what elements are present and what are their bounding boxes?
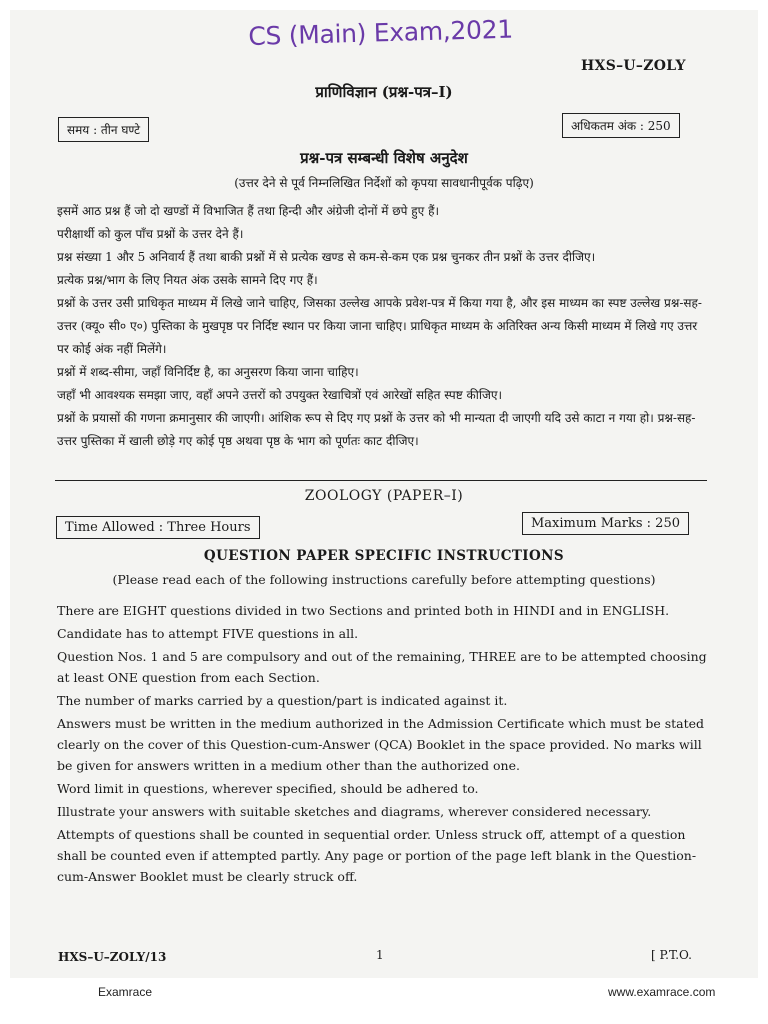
section-divider <box>55 480 707 481</box>
english-instructions-heading: QUESTION PAPER SPECIFIC INSTRUCTIONS <box>203 548 565 564</box>
hindi-instruction-item: इसमें आठ प्रश्न हैं जो दो खण्डों में विभाजित हैं तथा हिन्दी और अंग्रेजी दोनों में छपे हुए हैं। <box>57 204 440 218</box>
hindi-instruction-item: परीक्षार्थी को कुल पाँच प्रश्नों के उत्तर देने हैं। <box>57 227 244 241</box>
maximum-marks-box: Maximum Marks : 250 <box>522 512 689 535</box>
exam-banner: CS (Main) Exam,2021 <box>248 14 514 51</box>
hindi-instruction-item: प्रत्येक प्रश्न/भाग के लिए नियत अंक उसके सामने दिए गए हैं। <box>57 273 318 287</box>
english-instruction-item: Candidate has to attempt FIVE questions in all. <box>57 626 359 641</box>
pto-label: [ P.T.O. <box>651 948 692 962</box>
english-instruction-item: Answers must be written in the medium authorized in the Admission Certificate which must be stated clearly on the cover of this Question-cum-Answer (QCA) Booklet in the space provided. No marks will be given for answers written in a medium other than the authorized one. <box>57 716 705 773</box>
english-paper-title: ZOOLOGY (PAPER–I) <box>304 488 464 504</box>
paper-code-top: HXS–U–ZOLY <box>581 58 686 74</box>
hindi-instruction-item: प्रश्न संख्या 1 और 5 अनिवार्य हैं तथा बाकी प्रश्नों में से प्रत्येक खण्ड से कम-से-कम एक प्रश्न चुनकर तीन प्रश्नों के उत्तर दीजिए। <box>57 250 596 264</box>
hindi-instruction-item: प्रश्नों में शब्द-सीमा, जहाँ विनिर्दिष्ट है, का अनुसरण किया जाना चाहिए। <box>57 365 359 379</box>
english-instruction-item: Question Nos. 1 and 5 are compulsory and out of the remaining, THREE are to be attempted choosing at least ONE question from each Section. <box>57 649 707 685</box>
english-instructions-list <box>57 600 707 889</box>
hindi-time-box: समय : तीन घण्टे <box>58 117 149 142</box>
english-instruction-item: Word limit in questions, wherever specified, should be adhered to. <box>57 781 479 796</box>
hindi-instruction-item: प्रश्नों के प्रयासों की गणना क्रमानुसार की जाएगी। आंशिक रूप से दिए गए प्रश्नों के उत्तर को भी मान्यता दी जाएगी यदि उसे काटा न गया हो। प्रश्न-सह-उत्तर पुस्तिका में खाली छोड़े गए कोई पृष्ठ अथवा पृष्ठ के भाग को पूर्णतः काट दीजिए। <box>57 411 696 448</box>
page-number: 1 <box>376 948 384 962</box>
english-instruction-item: There are EIGHT questions divided in two Sections and printed both in HINDI and in ENGLISH. <box>57 603 670 618</box>
hindi-instructions-list <box>57 200 707 453</box>
hindi-instruction-item: प्रश्नों के उत्तर उसी प्राधिकृत माध्यम में लिखे जाने चाहिए, जिसका उल्लेख आपके प्रवेश-पत्र में किया गया है, और इस माध्यम का स्पष्ट उल्लेख प्रश्न-सह-उत्तर (क्यू० सी० ए०) पुस्तिका के मुखपृष्ठ पर निर्दिष्ट स्थान पर किया जाना चाहिए। प्राधिकृत माध्यम के अतिरिक्त अन्य किसी माध्यम में लिखे गए उत्तर पर कोई अंक नहीं मिलेंगे। <box>57 296 702 356</box>
watermark-left: Examrace <box>98 985 153 999</box>
english-instruction-item: The number of marks carried by a question/part is indicated against it. <box>57 693 508 708</box>
hindi-instruction-item: जहाँ भी आवश्यक समझा जाए, वहाँ अपने उत्तरों को उपयुक्त रेखाचित्रों एवं आरेखों सहित स्पष्ट कीजिए। <box>57 388 503 402</box>
watermark-url: www.examrace.com <box>608 985 716 999</box>
footer-paper-code: HXS–U–ZOLY/13 <box>58 950 167 964</box>
hindi-instructions-subheading: (उत्तर देने से पूर्व निम्नलिखित निर्देशों को कृपया सावधानीपूर्वक पढ़िए) <box>234 176 534 190</box>
english-instructions-subheading: (Please read each of the following instructions carefully before attempting questions) <box>112 572 656 587</box>
english-instruction-item: Attempts of questions shall be counted in sequential order. Unless struck off, attempt of a question shall be counted even if attempted partly. Any page or portion of the page left blank in the Question-cum-Answer Booklet must be clearly struck off. <box>57 827 697 884</box>
hindi-paper-title: प्राणिविज्ञान (प्रश्न-पत्र–I) <box>315 83 453 101</box>
hindi-max-marks-box: अधिकतम अंक : 250 <box>562 113 680 138</box>
time-allowed-box: Time Allowed : Three Hours <box>56 516 260 539</box>
hindi-instructions-heading: प्रश्न-पत्र सम्बन्धी विशेष अनुदेश <box>300 149 468 167</box>
english-instruction-item: Illustrate your answers with suitable sketches and diagrams, wherever considered necessary. <box>57 804 652 819</box>
